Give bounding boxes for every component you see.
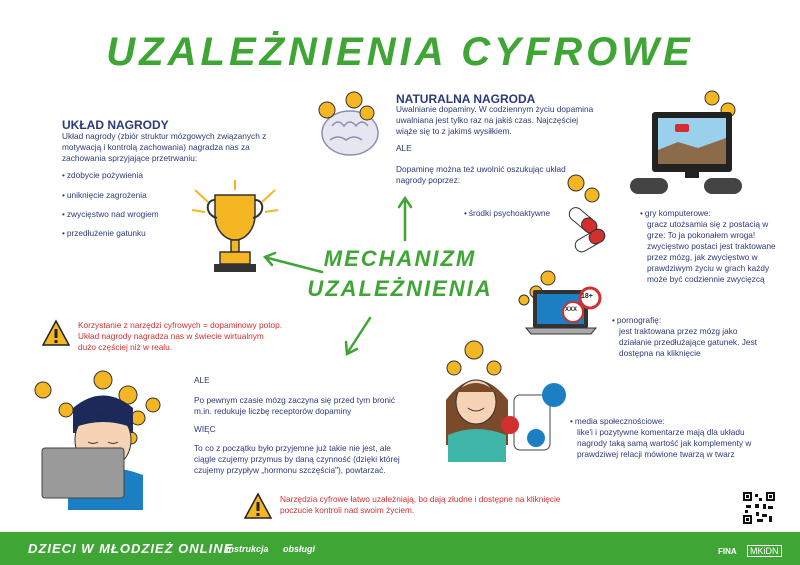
tired-child-illustration: [28, 350, 168, 510]
reward-item: • zdobycie pożywienia: [62, 170, 143, 181]
qr-code[interactable]: [743, 492, 775, 524]
footer-brand: DZIECI W MŁODZIEŻ ONLINE: [28, 541, 234, 556]
fina-logo[interactable]: FINA: [718, 547, 737, 556]
warning-text: Narzędzia cyfrowe łatwo uzależniają, bo dają złudne i dostępne na kliknięcie poczucie kontroli nad swoim życiem.: [280, 494, 561, 515]
porn-label: • pornografię:: [612, 315, 661, 325]
footer-service: obsługi: [283, 544, 315, 554]
bottom-text-2: To co z początku było przyjemne już takie nie jest, ale ciągle czujemy przymus by daną czynność (dzięki której czujemy przypływ „hormonu szczęścia"), powtarzać.: [194, 443, 400, 475]
natural-reward-heading: NATURALNA NAGRODA: [396, 92, 536, 106]
social-media-illustration: [436, 340, 576, 465]
substances-item: • środki psychoaktywne: [464, 208, 550, 219]
games-label: • gry komputerowe:: [640, 208, 711, 218]
mechanism-line: MECHANIZM: [323, 246, 477, 271]
page-title: UZALEŻNIENIA CYFROWE: [106, 30, 694, 74]
social-text: like'i i pozytywne komentarze mają dla układu nagrody taką samą wartość jak komplementy w prawdziwej relacji mówione twarzą w twarz: [577, 427, 752, 459]
social-label: • media społecznościowe:: [570, 416, 665, 426]
reward-item: • uniknięcie zagrożenia: [62, 190, 147, 201]
reward-item: • przedłużenie gatunku: [62, 228, 146, 239]
reward-item: • zwycięstwo nad wrogiem: [62, 209, 159, 220]
reward-heading: UKŁAD NAGRODY: [62, 118, 169, 132]
porn-block: [612, 315, 772, 359]
bottom-wiec: WIĘC: [194, 424, 216, 434]
pills-icon: [562, 175, 612, 250]
warning-text: Korzystanie z narzędzi cyfrowych = dopaminowy potop. Układ nagrody nagradza nas w świecie wirtualnym dużo częściej niż w realu.: [78, 320, 283, 352]
mechanism-line: UZALEŻNIENIA: [307, 276, 493, 301]
social-block: [570, 416, 770, 460]
mkidn-logo[interactable]: MKiDN: [747, 545, 782, 557]
laptop-icon: [518, 270, 608, 340]
porn-text: jest traktowana przez mózg jako działanie przedłużające gatunek. Jest dostępna na kliknięcie: [619, 326, 757, 358]
warning-icon: [244, 493, 272, 519]
footer-instruction: instrukcja: [226, 544, 269, 554]
natural-reward-but: ALE: [396, 143, 412, 153]
bottom-ale: ALE: [194, 375, 210, 385]
game-monitor-icon: [630, 90, 750, 200]
xxx-badge: XXX: [565, 307, 578, 313]
mechanism-title: [300, 244, 500, 304]
adult-badge: 18+: [581, 293, 593, 300]
warning-icon: [42, 320, 70, 346]
reward-text: Układ nagrody (zbiór struktur mózgowych związanych z motywacją i kontrolą zachowania) nagradza nas za zachowania sprzyjające przetrwaniu:: [62, 131, 267, 163]
natural-reward-text: Uwalnianie dopaminy. W codziennym życiu dopamina uwalniana jest tylko raz na jakiś czas. Najczęściej wiąże się to z jakimś wysiłkiem.: [396, 104, 594, 136]
bottom-text-1: Po pewnym czasie mózg zaczyna się przed tym bronić m.in. redukuje liczbę receptorów dopaminy: [194, 395, 396, 416]
games-block: [640, 208, 785, 285]
games-text: gracz utożsamia się z postacią w grze: To ja pokonałem wroga! zwycięstwo postaci jest traktowane przez mózg, jak zwycięstwo w prawdziwym życiu w grach każdy może być codziennie zwycięzcą: [647, 219, 776, 284]
natural-reward-text2: Dopaminę można też uwolnić oszukując układ nagrody poprzez:: [396, 164, 566, 185]
